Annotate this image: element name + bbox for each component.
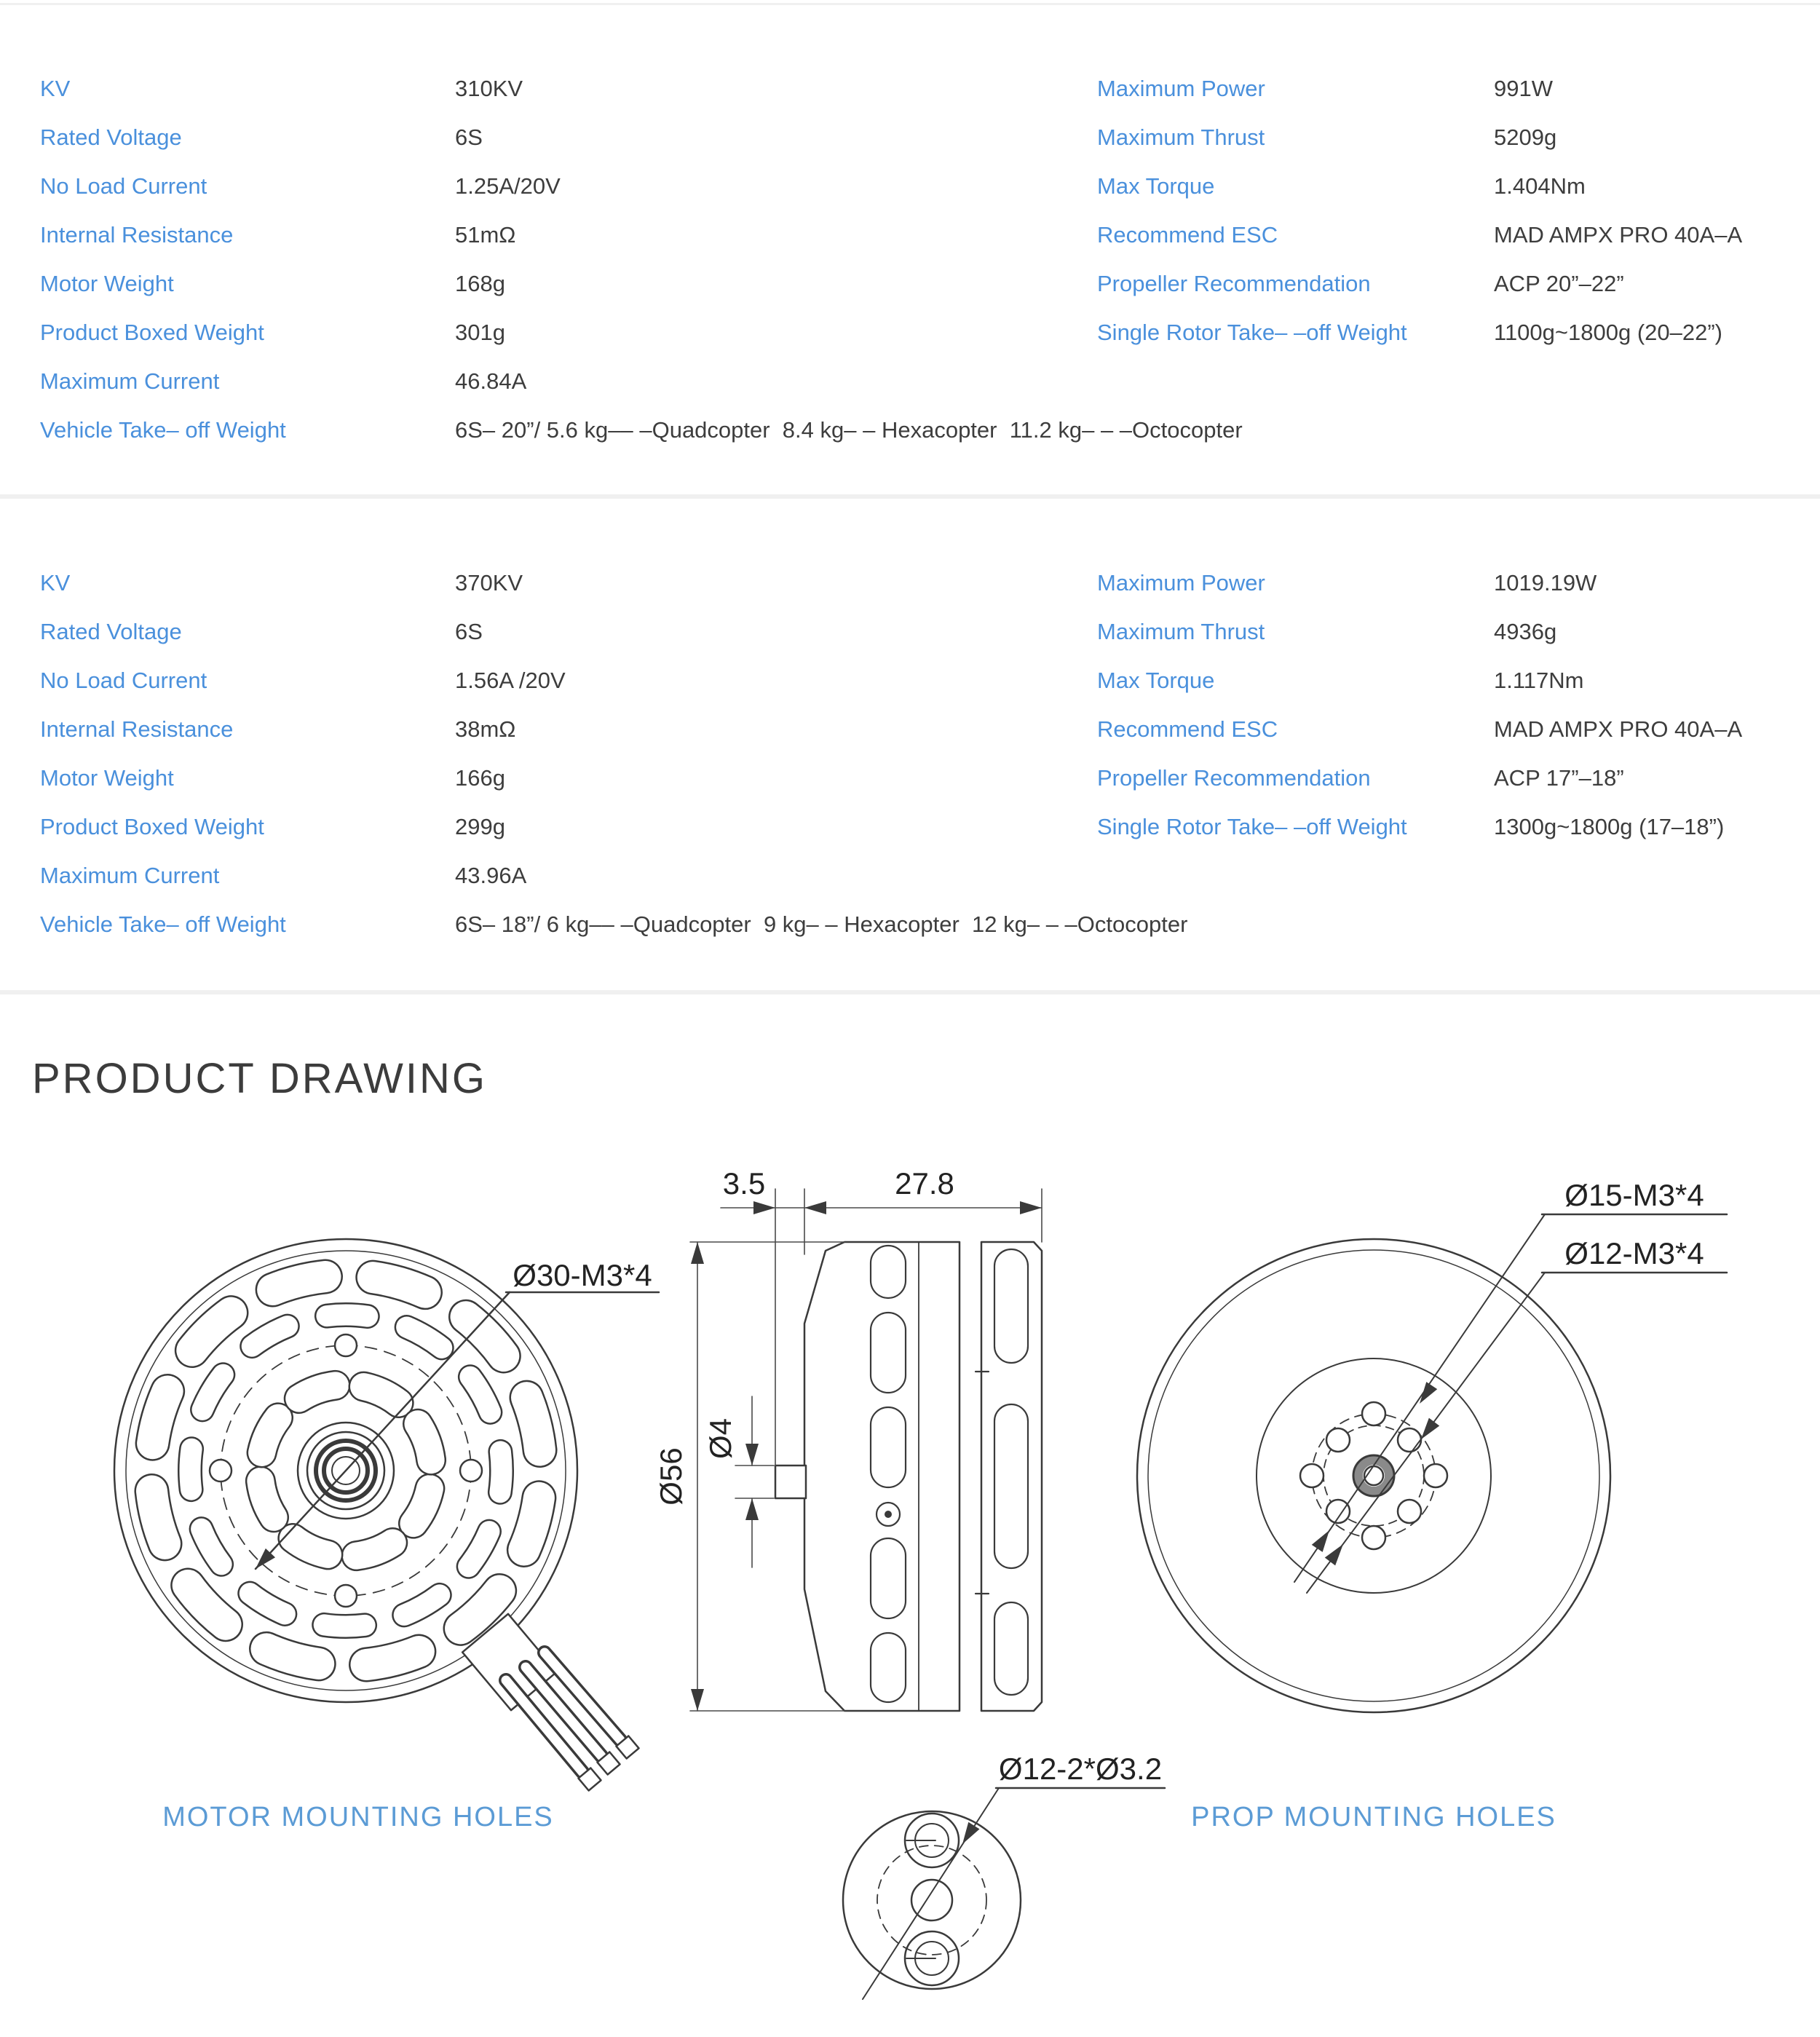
spec-label: KV xyxy=(40,76,71,101)
spec-left-column xyxy=(40,558,1074,900)
spec-label: Motor Weight xyxy=(40,765,174,791)
spec-value: 4936g xyxy=(1494,619,1557,644)
spec-value: MAD AMPX PRO 40A–A xyxy=(1494,222,1743,248)
spec-value: 1019.19W xyxy=(1494,570,1597,596)
spec-value: 43.96A xyxy=(455,863,527,888)
vehicle-takeoff-row xyxy=(40,900,1802,949)
mount-base-detail-view xyxy=(843,1752,1165,1999)
spec-row xyxy=(1097,754,1811,802)
spec-value: 1.25A/20V xyxy=(455,173,561,199)
spec-row xyxy=(40,113,1074,162)
spec-value: 1.56A /20V xyxy=(455,668,566,693)
spec-row xyxy=(1097,113,1811,162)
spec-value: 168g xyxy=(455,271,505,296)
spec-row xyxy=(1097,210,1811,259)
prop-top-view xyxy=(1137,1178,1727,1712)
top-divider xyxy=(0,3,1820,5)
spec-row xyxy=(40,259,1074,308)
motor-bolt-hole xyxy=(335,1334,357,1356)
spec-label: No Load Current xyxy=(40,173,207,199)
prop-outer-dim-label: Ø15-M3*4 xyxy=(1564,1178,1704,1212)
spec-label: Rated Voltage xyxy=(40,619,182,644)
spec-label: No Load Current xyxy=(40,668,207,693)
prop-inner-dim-label: Ø12-M3*4 xyxy=(1564,1236,1704,1270)
spec-right-column xyxy=(1097,64,1811,357)
spec-value: 991W xyxy=(1494,76,1553,101)
spec-row xyxy=(40,64,1074,113)
motor-side-view xyxy=(654,1166,1042,1711)
spec-label: Internal Resistance xyxy=(40,716,234,742)
product-technical-drawing xyxy=(0,1112,1820,2037)
spec-value: MAD AMPX PRO 40A–A xyxy=(1494,716,1743,742)
spec-value: 1100g~1800g (20–22”) xyxy=(1494,320,1722,345)
spec-label: Vehicle Take– off Weight xyxy=(40,417,286,443)
motor-mounting-holes-caption: MOTOR MOUNTING HOLES xyxy=(162,1802,554,1832)
spec-value: 1.117Nm xyxy=(1494,668,1584,693)
spec-row xyxy=(1097,607,1811,656)
spec-row xyxy=(40,558,1074,607)
spec-value: 1.404Nm xyxy=(1494,173,1586,199)
detail-leader-line xyxy=(863,1788,999,1999)
spec-row xyxy=(1097,162,1811,210)
spec-value: 166g xyxy=(455,765,505,791)
spec-value: 370KV xyxy=(455,570,523,596)
spec-row xyxy=(40,851,1074,900)
spec-row xyxy=(40,308,1074,357)
motor-holes-dim-label: Ø30-M3*4 xyxy=(513,1258,652,1292)
spec-row xyxy=(40,607,1074,656)
section-divider xyxy=(0,494,1820,499)
dim-3-5-label: 3.5 xyxy=(722,1166,766,1201)
spec-label: Recommend ESC xyxy=(1097,222,1278,248)
spec-value: 6S– 20”/ 5.6 kg–– –Quadcopter 8.4 kg– – Hexacopter 11.2 kg– – –Octocopter xyxy=(455,417,1243,443)
section-divider xyxy=(0,990,1820,994)
spec-label: Vehicle Take– off Weight xyxy=(40,911,286,937)
spec-row xyxy=(40,210,1074,259)
motor-bolt-hole xyxy=(210,1460,232,1482)
spec-value: 38mΩ xyxy=(455,716,516,742)
spec-value: 310KV xyxy=(455,76,523,101)
spec-label: Recommend ESC xyxy=(1097,716,1278,742)
spec-label: Propeller Recommendation xyxy=(1097,271,1371,296)
spec-value: 299g xyxy=(455,814,505,839)
spec-row xyxy=(1097,259,1811,308)
spec-label: Motor Weight xyxy=(40,271,174,296)
motor-bolt-hole xyxy=(335,1585,357,1607)
spec-label: Single Rotor Take– –off Weight xyxy=(1097,320,1407,345)
spec-label: Single Rotor Take– –off Weight xyxy=(1097,814,1407,839)
vehicle-takeoff-row xyxy=(40,406,1802,454)
spec-label: Propeller Recommendation xyxy=(1097,765,1371,791)
spec-label: Rated Voltage xyxy=(40,124,182,150)
spec-row xyxy=(1097,558,1811,607)
spec-label: Maximum Thrust xyxy=(1097,124,1265,150)
spec-row xyxy=(1097,656,1811,705)
spec-label: Max Torque xyxy=(1097,173,1215,199)
spec-row xyxy=(40,162,1074,210)
spec-right-column xyxy=(1097,558,1811,851)
spec-value: 6S– 18”/ 6 kg–– –Quadcopter 9 kg– – Hexacopter 12 kg– – –Octocopter xyxy=(455,911,1188,937)
spec-value: 51mΩ xyxy=(455,222,516,248)
spec-label: Max Torque xyxy=(1097,668,1215,693)
motor-bolt-hole xyxy=(460,1460,482,1482)
prop-mounting-holes-caption: PROP MOUNTING HOLES xyxy=(1191,1802,1556,1832)
spec-label: KV xyxy=(40,570,71,596)
spec-label: Maximum Power xyxy=(1097,570,1265,596)
spec-value: 5209g xyxy=(1494,124,1557,150)
spec-label: Maximum Power xyxy=(1097,76,1265,101)
spec-label: Maximum Thrust xyxy=(1097,619,1265,644)
spec-left-column xyxy=(40,64,1074,406)
dia-56-label: Ø56 xyxy=(654,1447,688,1506)
spec-row xyxy=(1097,64,1811,113)
prop-bolt-holes xyxy=(1300,1402,1447,1549)
spec-value: 6S xyxy=(455,124,483,150)
spec-label: Product Boxed Weight xyxy=(40,814,264,839)
spec-row xyxy=(40,705,1074,754)
spec-label: Maximum Current xyxy=(40,863,220,888)
prop-shaft-hub xyxy=(1353,1455,1394,1496)
side-view-shaft xyxy=(775,1466,806,1498)
spec-row xyxy=(40,754,1074,802)
product-drawing-title: PRODUCT DRAWING xyxy=(32,1055,487,1102)
spec-value: ACP 20”–22” xyxy=(1494,271,1624,296)
spec-value: ACP 17”–18” xyxy=(1494,765,1624,791)
spec-row xyxy=(40,802,1074,851)
spec-label: Maximum Current xyxy=(40,368,220,394)
spec-row xyxy=(1097,308,1811,357)
motor-top-view xyxy=(114,1239,659,1790)
spec-value: 301g xyxy=(455,320,505,345)
spec-value: 46.84A xyxy=(455,368,527,394)
motor-wires xyxy=(462,1614,638,1791)
spec-label: Product Boxed Weight xyxy=(40,320,264,345)
spec-row xyxy=(40,357,1074,406)
spec-row xyxy=(1097,802,1811,851)
dim-27-8-label: 27.8 xyxy=(895,1166,954,1201)
spec-label: Internal Resistance xyxy=(40,222,234,248)
prop-outer-leader-line xyxy=(1294,1214,1545,1582)
spec-row xyxy=(40,656,1074,705)
spec-value: 1300g~1800g (17–18”) xyxy=(1494,814,1725,839)
dia-4-label: Ø4 xyxy=(703,1417,737,1460)
spec-row xyxy=(1097,705,1811,754)
detail-dim-label: Ø12-2*Ø3.2 xyxy=(998,1752,1163,1786)
spec-value: 6S xyxy=(455,619,483,644)
